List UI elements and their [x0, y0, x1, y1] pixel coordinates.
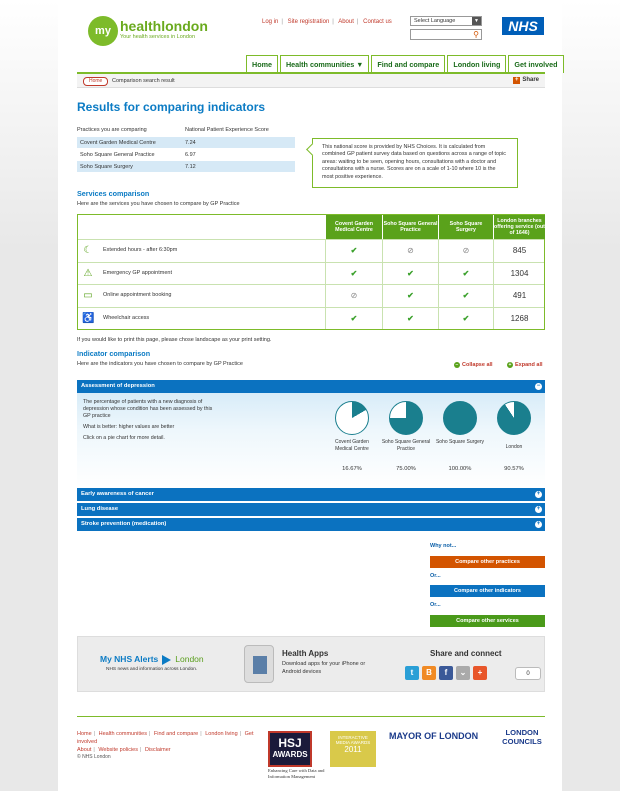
practice-name: Covent Garden Medical Centre: [80, 140, 156, 146]
collapse-icon[interactable]: −: [536, 383, 541, 389]
accordion-title: Assessment of depression: [81, 383, 155, 389]
indicator-click-hint: Click on a pie chart for more detail.: [83, 435, 165, 441]
scores-col2-header: National Patient Experience Score: [185, 127, 269, 133]
about-link[interactable]: About: [338, 19, 354, 25]
indicator-desc-text: The percentage of patients with a new diagnosis of depression whose condition has been assessed by this GP practice: [83, 399, 213, 419]
tick-icon: ✔: [438, 285, 493, 307]
pie-label: London: [505, 444, 523, 450]
tick-icon: ✔: [382, 263, 438, 285]
why-not-label: Why not...: [430, 543, 457, 549]
share-label: Share: [522, 77, 539, 83]
promo-box: [77, 636, 545, 692]
table-row: [78, 284, 544, 307]
share-button[interactable]: [513, 77, 539, 84]
table-row: [77, 137, 295, 149]
accordion-title: Lung disease: [81, 506, 119, 512]
tick-icon: ✔: [382, 285, 438, 307]
practice-score: 7.24: [185, 140, 196, 146]
pie-chart-soho-general[interactable]: [389, 401, 423, 435]
london-councils-logo[interactable]: LONDON COUNCILS: [502, 728, 542, 746]
pie-value: 90.57%: [504, 466, 524, 472]
chevron-down-icon: ▼: [356, 60, 364, 69]
table-row: [78, 307, 544, 330]
registration-link[interactable]: Site registration: [287, 19, 330, 25]
play-icon: [162, 655, 171, 665]
twitter-icon[interactable]: t: [405, 666, 419, 680]
nav-health-communities[interactable]: [280, 55, 369, 73]
accordion-title: Early awareness of cancer: [81, 491, 154, 497]
blogger-icon[interactable]: B: [422, 666, 436, 680]
tick-icon: ✔: [325, 308, 382, 330]
practice-score: 6.97: [185, 152, 196, 158]
col-header: Soho Square Surgery: [438, 215, 493, 239]
not-available-icon: ⊘: [382, 240, 438, 262]
tick-icon: ✔: [438, 263, 493, 285]
service-label: Extended hours - after 6:30pm: [103, 247, 178, 253]
minus-icon: −: [455, 362, 459, 368]
service-label: Online appointment booking: [103, 292, 172, 298]
table-row: [78, 262, 544, 285]
breadcrumb: [77, 74, 545, 88]
language-select[interactable]: [410, 16, 482, 26]
footer-link[interactable]: Get involved: [77, 731, 254, 745]
tick-icon: ✔: [325, 263, 382, 285]
col-header: London branches offering service (out of 1646): [493, 215, 545, 239]
table-row: [77, 149, 295, 161]
health-apps-subtitle: Download apps for your iPhone or Android devices: [282, 661, 366, 675]
or-label: Or...: [430, 573, 441, 579]
practice-score: 7.12: [185, 164, 196, 170]
alerts-london-text: London: [175, 654, 204, 664]
or-label: Or...: [430, 602, 441, 608]
footer-link[interactable]: London living: [205, 731, 238, 737]
branch-count: 491: [493, 285, 545, 307]
dropdown-icon[interactable]: ⌄: [456, 666, 470, 680]
not-available-icon: ⊘: [325, 285, 382, 307]
tick-icon: ✔: [438, 308, 493, 330]
tick-icon: ✔: [382, 308, 438, 330]
hsj-awards-logo: HSJ AWARDS: [268, 731, 312, 767]
footer-link[interactable]: Disclaimer: [144, 747, 171, 753]
health-apps-title[interactable]: Health Apps: [282, 649, 329, 658]
collapse-all-button[interactable]: [454, 362, 493, 368]
expand-all-button[interactable]: [507, 362, 543, 368]
pie-value: 75.00%: [396, 466, 416, 472]
accordion-lung[interactable]: [77, 503, 545, 516]
pie-label: Soho Square General Practice: [381, 439, 431, 452]
share-count: 0: [515, 667, 541, 680]
branch-count: 1268: [493, 308, 545, 330]
pie-chart-london[interactable]: [497, 401, 531, 435]
alerts-subtitle: NHS news and information across London.: [106, 667, 198, 672]
search-input[interactable]: [410, 29, 482, 40]
alerts-title-text: My NHS Alerts: [100, 654, 159, 664]
footer-link[interactable]: Home: [77, 731, 92, 737]
score-info-box: This national score is provided by NHS Choices. It is calculated from combined GP patient survey data based on questions across a range of topic areas: waiting to be seen, opening hours, consultations with a doctor and consultations with a nurse. Scores are on a scale of 1-10 where 10 is the most positive experience.: [312, 138, 518, 188]
print-note: If you would like to print this page, please chose landscape as your print setting.: [77, 337, 272, 343]
nav-health-communities-label: Health communities: [285, 60, 355, 69]
services-table: [77, 214, 545, 330]
top-links: Log in | Site registration | About | Contact us: [262, 19, 392, 25]
footer-link[interactable]: About: [77, 747, 92, 753]
expand-icon[interactable]: +: [536, 491, 541, 497]
col-header: Covent Garden Medical Centre: [325, 215, 382, 239]
table-row: [78, 239, 544, 262]
branch-count: 845: [493, 240, 545, 262]
footer-link[interactable]: Health communities: [98, 731, 147, 737]
compare-practices-button[interactable]: Compare other practices: [430, 556, 545, 568]
page: [58, 0, 562, 791]
wheelchair-icon: ♿: [82, 312, 95, 324]
col-header: Soho Square General Practice: [382, 215, 438, 239]
services-title: Services comparison: [77, 189, 150, 198]
main-nav: [244, 55, 564, 73]
footer-links: Home | Health communities | Find and compare | London living | Get involved About | Website policies | Disclaimer: [77, 731, 254, 753]
breadcrumb-home[interactable]: Home: [83, 77, 108, 86]
phone-icon: [244, 645, 274, 683]
depression-panel: [77, 393, 545, 487]
chevron-down-icon: ▼: [472, 17, 481, 25]
footer-link[interactable]: Find and compare: [153, 731, 199, 737]
indicators-subtitle: Here are the indicators you have chosen to compare by GP Practice: [77, 361, 243, 367]
nav-find-compare[interactable]: Find and compare: [371, 55, 445, 73]
branch-count: 1304: [493, 263, 545, 285]
not-available-icon: ⊘: [438, 240, 493, 262]
warning-icon: ⚠: [83, 267, 93, 279]
nhs-alerts-title[interactable]: [100, 654, 204, 665]
indicator-better-text: What is better: higher values are better: [83, 424, 175, 430]
site-logo-text[interactable]: healthlondon: [120, 18, 208, 34]
page-title: Results for comparing indicators: [77, 100, 266, 114]
service-label: Emergency GP appointment: [103, 269, 172, 276]
service-label: Wheelchair access: [103, 314, 150, 321]
compare-indicators-button[interactable]: Compare other indicators: [430, 585, 545, 597]
moon-icon: ☾: [83, 245, 93, 256]
language-select-value: Select Language: [414, 18, 456, 24]
tick-icon: ✔: [325, 240, 382, 262]
pie-value: 16.67%: [342, 466, 362, 472]
practice-name: Soho Square General Practice: [80, 152, 155, 158]
services-table-header: [78, 215, 544, 239]
nhs-logo[interactable]: NHS: [502, 17, 544, 35]
interactive-media-awards-logo: INTERACTIVE MEDIA AWARDS 2011: [330, 731, 376, 767]
expand-icon[interactable]: +: [536, 506, 541, 512]
site-tagline: Your health services in London: [120, 34, 196, 40]
pie-chart-soho-surgery[interactable]: [443, 401, 477, 435]
accordion-title: Stroke prevention (medication): [81, 521, 167, 527]
pie-label: Covent Garden Medical Centre: [335, 439, 369, 452]
breadcrumb-current: Comparison search result: [112, 78, 175, 84]
accordion-stroke[interactable]: [77, 518, 545, 531]
compare-services-button[interactable]: Compare other services: [430, 615, 545, 627]
scores-col1-header: Practices you are comparing: [77, 127, 147, 133]
mayor-of-london-logo[interactable]: MAYOR OF LONDON: [389, 731, 479, 741]
collapse-all-label: Collapse all: [462, 362, 493, 368]
copyright: © NHS London: [77, 754, 111, 760]
search-icon[interactable]: ⚲: [473, 30, 479, 39]
pie-label: Soho Square Surgery: [435, 439, 485, 445]
nav-home[interactable]: Home: [246, 55, 278, 73]
nav-london-living[interactable]: London living: [447, 55, 506, 73]
footer-link[interactable]: Website policies: [98, 747, 138, 753]
table-row: [77, 161, 295, 173]
share-icon: +: [515, 77, 519, 83]
scores-table: [77, 137, 295, 173]
expand-icon[interactable]: +: [536, 521, 541, 527]
services-subtitle: Here are the services you have chosen to compare by GP Practice: [77, 201, 240, 207]
logo-icon[interactable]: my: [88, 16, 118, 46]
monitor-icon: ▭: [83, 290, 93, 301]
indicator-description: [83, 399, 213, 442]
accordion-depression[interactable]: [77, 380, 545, 393]
pie-value: 100.00%: [448, 466, 472, 472]
login-link[interactable]: Log in: [262, 19, 279, 25]
share-connect-title: Share and connect: [430, 649, 502, 658]
accordion-cancer[interactable]: [77, 488, 545, 501]
nav-get-involved[interactable]: Get involved: [508, 55, 563, 73]
hsj-subtitle: Enhancing Care with Data and Information Management: [268, 768, 325, 779]
add-share-icon[interactable]: +: [473, 666, 487, 680]
indicators-title: Indicator comparison: [77, 349, 151, 358]
contact-link[interactable]: Contact us: [363, 19, 392, 25]
plus-icon: +: [508, 362, 512, 368]
expand-all-label: Expand all: [515, 362, 543, 368]
facebook-icon[interactable]: f: [439, 666, 453, 680]
practice-name: Soho Square Surgery: [80, 164, 133, 170]
pie-chart-covent-garden[interactable]: [335, 401, 369, 435]
